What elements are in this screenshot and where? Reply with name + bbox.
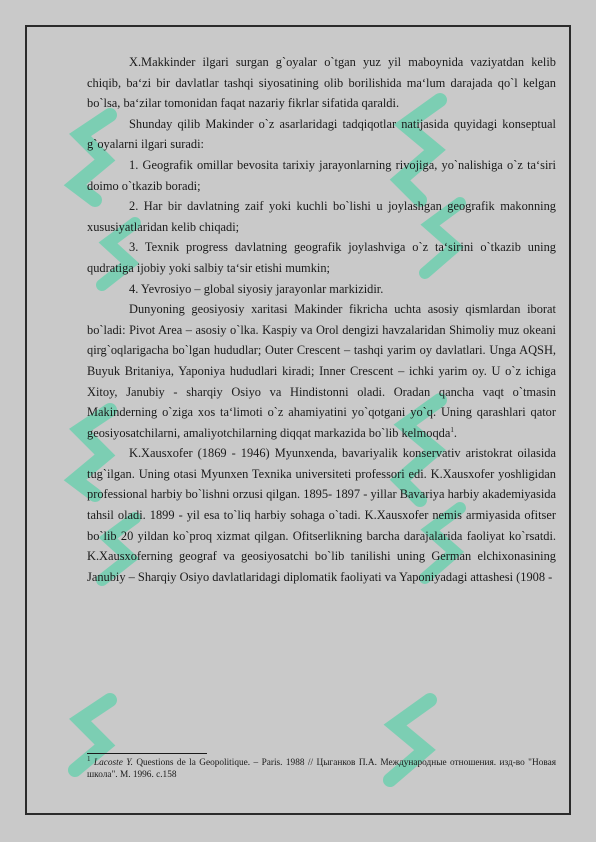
body-text [87, 52, 556, 587]
footnote [87, 754, 557, 781]
paragraph: K.Xausxofer (1869 - 1946) Myunxenda, bavariyalik konservativ aristokrat oilasida tug`ilgan. Uning otasi Myunxen Texnika universiteti professori edi. K.Xausxofer yoshligidan professional harbiy bo`lishni orzusi qilgan. 1895- 1897 - yillar Bavariya harbiy akademiyasida tahsil oladi. 1899 - yil esa to`liq harbiy sohaga o`tadi. K.Xausxofer nemis armiyasida ofitser bo`lib 20 yildan ko`proq xizmat qilgan. Ofitserlikning barcha darajalarida faoliyat ko`rsatdi. K.Xausxoferning geograf va geosiyosatchi bo`lib tanilishi uning German elchixonasining Janubiy – Sharqiy Osiyo davlatlaridagi diplomatik faoliyati va Yaponiyadagi attashesi (1908 - [87, 446, 556, 584]
footnote-text: Questions de la Geopolitique. – Paris. 1988 // Цыганков П.А. Международные отношения. изд-во "Новая школа". М. 1996. с.158 [87, 758, 557, 780]
paragraph: X.Makkinder ilgari surgan g`oyalar o`tgan yuz yil maboynida vaziyatdan kelib chiqib, ba‘zi bir davlatlar tashqi siyosatining olib borilishida ma‘lum darajada qo`l kelgan bo`lsa, ba‘zilar tomonidan faqat nazariy fikrlar sifatida qaraldi. [87, 55, 556, 111]
paragraph: Shunday qilib Makinder o`z asarlaridagi tadqiqotlar natijasida quyidagi konseptual g`oyalarni ilgari suradi: [87, 116, 556, 152]
paragraph-text: Dunyoning geosiyosiy xaritasi Makinder fikricha uchta asosiy qismlardan iborat bo`ladi: Pivot Area – asosiy o`lka. Kaspiy va Orol dengizi havzalaridan Shimoliy muz okeani qirg`oqlarigacha bo`lgan hududlar; Outer Crescent – tashqi yarim oy davlatlari. Unga AQSH, Buyuk Britaniya, Yaponiya hududlari kiradi; Inner Crescent – ichki yarim oy. U o`z ichiga Xitoy, Janubiy - sharqiy Osiyo va Hindistonni oladi. Oradan qancha vaqt o`tmasin Makinderning o`ziga xos ta‘limoti o`z ahamiyatini yo`qotgani yo`q. Uning qarashlari qator geosiyosatchilarni, amaliyotchilarning diqqat markazida bo`lib kelmoqda [87, 302, 556, 440]
list-item: 4. Yevrosiyo – global siyosiy jarayonlar markizidir. [129, 281, 384, 296]
footnote-mark: 1 [87, 754, 91, 763]
list-item: 1. Geografik omillar bevosita tarixiy jarayonlarning rivojiga, yo`nalishiga o`z ta‘siri doimo o`tkazib boradi; [87, 157, 556, 193]
list-item: 2. Har bir davlatning zaif yoki kuchli bo`lishi u joylashgan geografik makonning xususiyatlaridan kelib chiqadi; [87, 199, 556, 234]
footnote-reference[interactable]: 1 [450, 425, 454, 434]
paragraph: Dunyoning geosiyosiy xaritasi Makinder fikricha uchta asosiy qismlardan iborat bo`ladi: Pivot Area – asosiy o`lka. Kaspiy va Orol dengizi havzalaridan Shimoliy muz okeani qirg`oqlarigacha bo`lgan hududlar; Outer Crescent – tashqi yarim oy davlatlari. Unga AQSH, Buyuk Britaniya, Yaponiya hududlari kiradi; Inner Crescent – ichki yarim oy. U o`z ichiga Xitoy, Janubiy - sharqiy Osiyo va Hindistonni oladi. Oradan qancha vaqt o`tmasin Makinderning o`ziga xos ta‘limoti o`z ahamiyatini yo`qotgani yo`q. Uning qarashlari qator geosiyosatchilarni, amaliyotchilarning diqqat markazida bo`lib kelmoqda$^1$. [87, 302, 556, 440]
footnote-author: Lacoste Y. [93, 758, 133, 768]
list-item: 3. Texnik progress davlatning geografik joylashviga o`z ta‘sirini o`tkazib uning qudratiga ijobiy yoki salbiy ta‘sir etishi mumkin; [87, 240, 556, 275]
footnote-divider [87, 753, 207, 754]
